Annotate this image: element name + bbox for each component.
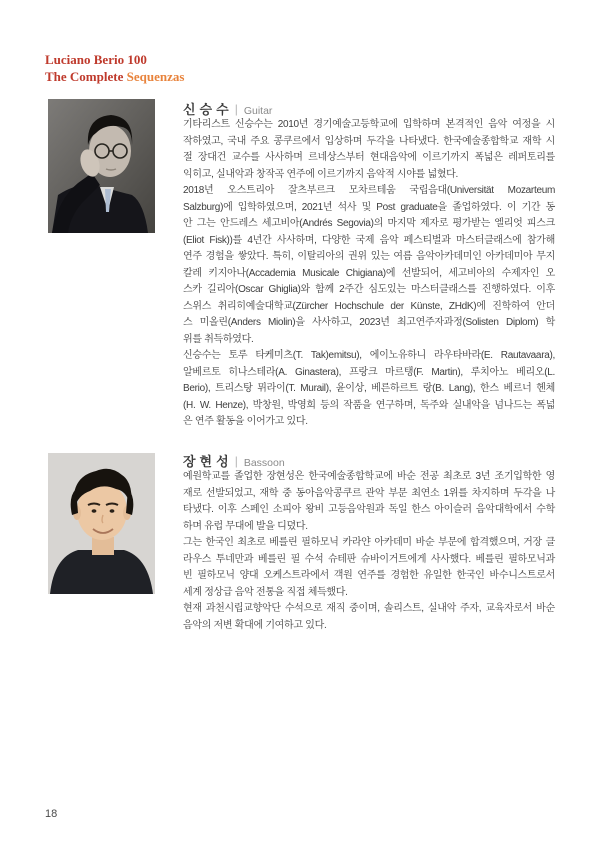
bio-line: 알베르토 히나스테라(A. Ginastera), 프랑크 마르탱(F. Martin), 루치아노 베리오(L. [183, 366, 555, 378]
series-subtitle-dark: The Complete [45, 69, 124, 84]
bio-line: 재로 선발되었고, 재학 중 동아음악콩쿠르 관악 부문 최연소 1위를 차지하며 두각을 나 [183, 487, 555, 499]
bio-line: 작하였고, 국내 주요 콩쿠르에서 입상하며 두각을 나타냈다. 한국예술종합학교 재학 시 [183, 135, 555, 147]
bio-line: 연주 경험을 쌓았다. 특히, 이탈리아의 권위 있는 여름 음악아카데미인 아카데미아 무지 [183, 251, 555, 262]
artist-bio-bassoonist [183, 469, 555, 634]
series-title: Luciano Berio 100 [45, 52, 147, 67]
bio-line: 익히고, 실내악과 창작곡 연주에 이르기까지 음악적 시야를 넓혔다. [183, 168, 459, 180]
bio-line: 예원학교를 졸업한 장현성은 한국예술종합학교에 바순 전공 최초로 3년 조기입학한 영 [183, 471, 555, 482]
bio-line: Salzburg)에 입학하였으며, 2021년 석사 및 Post graduate을 졸업하였다. 이 기간 동 [183, 201, 555, 213]
name-separator: | [234, 102, 238, 116]
bio-line: 라우스 투네만과 베를린 필 수석 슈테판 슈바이거트에게 사사했다. 베를린 필하모닉과 [183, 553, 555, 565]
bio-line: 하며 유럽 무대에 발을 디뎠다. [183, 520, 308, 532]
artist-name-row-guitarist [183, 99, 272, 115]
bio-line: 그는 한국인 최초로 베를린 필하모닉 카라얀 아카데미 바순 부문에 합격했으며, 거장 클 [183, 537, 555, 548]
booklet-header [45, 51, 184, 85]
bio-line: 타냈다. 이후 스페인 소피아 왕비 고등음악원과 독일 한스 아이슬러 음악대학에서 수학 [183, 504, 555, 515]
name-separator: | [234, 454, 238, 468]
bio-line: 현재 과천시립교향악단 수석으로 재직 중이며, 솔리스트, 실내악 주자, 교육자로서 바순 [183, 603, 555, 614]
artist-name-row-bassoonist [183, 451, 285, 467]
bio-line: 빈 필하모닉 양대 오케스트라에서 객원 연주를 경험한 유일한 한국인 바수니스트로서 [183, 570, 555, 581]
bio-line: 음악의 저변 확대에 기여하고 있다. [183, 619, 327, 631]
artist-name: 장현성 [183, 454, 233, 469]
bio-line: 안 그는 안드레스 세고비아(Andrés Segovia)의 마지막 제자로 평가받는 엘리엇 피스크 [183, 218, 555, 229]
series-subtitle-accent: Sequenzas [126, 69, 185, 84]
bio-line: 은 연주 활동을 이어가고 있다. [183, 416, 308, 427]
page-number: 18 [45, 808, 58, 820]
artist-bio-guitarist [183, 117, 555, 431]
artist-instrument: Guitar [243, 105, 273, 117]
bio-line: (Eliot Fisk))를 4년간 사사하며, 다양한 국제 음악 페스티벌과 마스터클래스에 참가해 [183, 234, 555, 246]
bio-line: 스카 길리아(Oscar Ghiglia)와 함께 2주간 심도있는 마스터클래스를 진행하였다. 이후 [183, 284, 555, 295]
artist-instrument: Bassoon [243, 457, 285, 469]
bio-line: 신승수는 토루 타케미츠(T. Tak)emitsu), 에이노유하니 라우타바라(E. Rautavaara), [183, 350, 555, 361]
portrait-photo-guitarist [48, 99, 155, 233]
bio-line: 스위스 취리히예술대학교(Zürcher Hochschule der Künste, ZHdK)에 진학하여 안더 [183, 300, 555, 312]
series-subtitle [45, 68, 184, 85]
portrait-photo-bassoonist [48, 453, 155, 594]
bio-line: 2018년 오스트리아 잘츠부르크 모차르테움 국립음대(Universität Mozarteum [183, 185, 555, 196]
bio-line: 스 미올린(Anders Miolin)을 사사하고, 2023년 최고연주자과정(Solisten Diplom) 학 [183, 317, 555, 328]
bio-line: 기타리스트 신승수는 2010년 경기예술고등학교에 입학하며 본격적인 음악 여정을 시 [183, 119, 555, 130]
bio-line: 위를 취득하였다. [183, 333, 254, 345]
bio-line: 세계 정상급 음악 전통을 직접 체득했다. [183, 586, 348, 598]
bio-line: 칼레 키지아나(Accademia Musicale Chigiana)에 선발되어, 세고비아의 수제자인 오 [183, 267, 555, 279]
artist-name: 신승수 [183, 102, 233, 117]
bio-line: Berio), 트리스탕 뮈라이(T. Murail), 윤이상, 베른하르트 랑(B. Lang), 한스 베르너 헨체 [183, 383, 555, 394]
bio-line: 절 장대건 교수를 사사하며 르네상스부터 현대음악에 이르기까지 폭넓은 레퍼토리를 [183, 152, 555, 163]
bio-line: (H. W. Henze), 박창원, 박영희 등의 작품을 연구하며, 독주와 실내악을 넘나드는 폭넓 [183, 399, 555, 411]
